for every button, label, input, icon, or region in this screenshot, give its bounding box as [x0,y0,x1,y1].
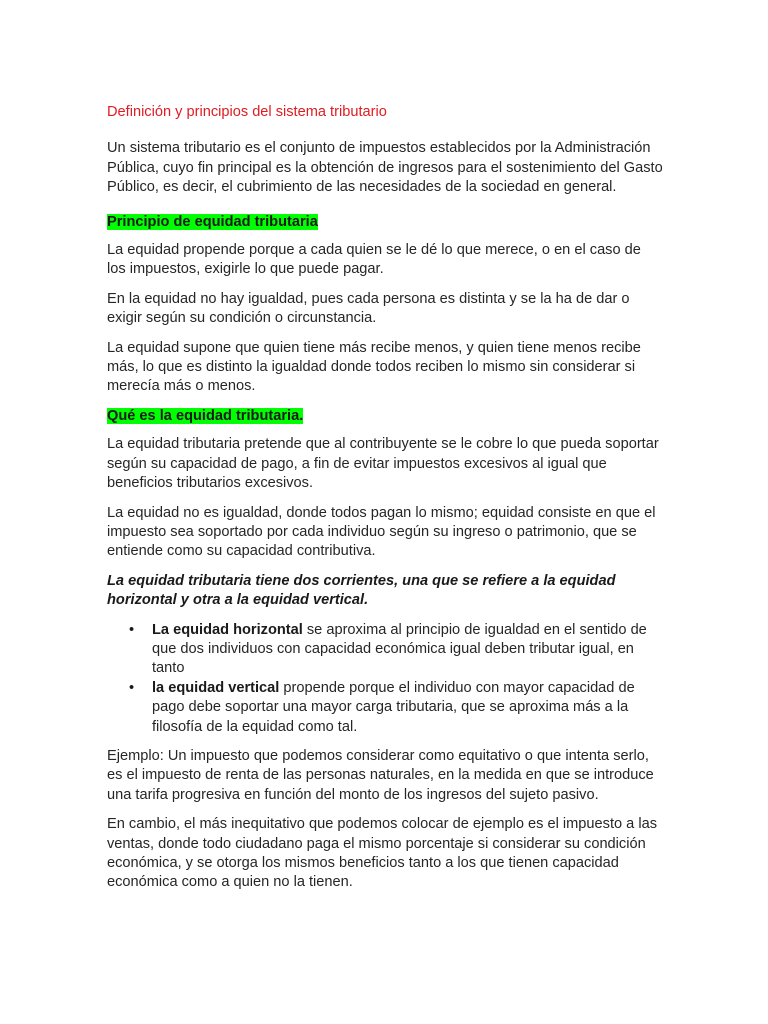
section-heading-que-es [107,407,663,426]
paragraph: En la equidad no hay igualdad, pues cada persona es distinta y se la ha de dar o exigir según su condición o circunstancia. [107,290,630,327]
intro-paragraph: Un sistema tributario es el conjunto de impuestos establecidos por la Administración Pública, cuyo fin principal es la obtención de ingresos para el sostenimiento del Gasto Público, es decir, el cubrimiento de las necesidades de la sociedad en general. [107,140,663,196]
list-item [129,621,663,679]
section-heading-principio [107,213,663,232]
highlighted-heading-text: Principio de equidad tributaria [107,213,318,230]
list-item [129,679,663,737]
paragraph: En cambio, el más inequitativo que podemos colocar de ejemplo es el impuesto a las ventas, donde todo ciudadano paga el mismo porcentaje si considerar su condición económica, y se otorga los mismos beneficios tanto a los que tienen capacidad económica como a quien no la tienen. [107,816,658,891]
highlighted-heading-text: Qué es la equidad tributaria. [107,407,304,424]
paragraph: La equidad tributaria pretende que al contribuyente se le cobre lo que pueda soportar según su capacidad de pago, a fin de evitar impuestos excesivos al igual que beneficios tributarios excesivos. [107,436,659,492]
list-item-text: se aproxima al principio de igualdad en el sentido de que dos individuos con capacidad económica igual deben tributar igual, en tanto [152,621,647,677]
paragraph: Ejemplo: Un impuesto que podemos considerar como equitativo o que intenta serlo, es el impuesto de renta de las personas naturales, en la medida en que se introduce una tarifa progresiva en función del monto de los ingresos del sujeto pasivo. [107,747,654,803]
list-item-term: La equidad horizontal [152,621,303,638]
document-page [107,103,663,903]
bullet-list [107,621,663,737]
emphasis-paragraph: La equidad tributaria tiene dos corrientes, una que se refiere a la equidad horizontal y otra a la equidad vertical. [107,572,616,609]
list-item-term: la equidad vertical [152,679,280,696]
bullet-icon: • [129,621,135,638]
paragraph: La equidad supone que quien tiene más recibe menos, y quien tiene menos recibe más, lo que es distinto la igualdad donde todos reciben lo mismo sin considerar si merecía más o menos. [107,339,641,395]
paragraph: La equidad no es igualdad, donde todos pagan lo mismo; equidad consiste en que el impuesto sea soportado por cada individuo según su ingreso o patrimonio, que se entiende como su capacidad contributiva. [107,504,656,560]
document-title: Definición y principios del sistema tributario [107,104,387,120]
paragraph: La equidad propende porque a cada quien se le dé lo que merece, o en el caso de los impuestos, exigirle lo que puede pagar. [107,242,641,278]
list-item-text: propende porque el individuo con mayor capacidad de pago debe soportar una mayor carga tributaria, que se aproxima más a la filosofía de la equidad como tal. [152,679,635,735]
bullet-icon: • [129,679,135,696]
